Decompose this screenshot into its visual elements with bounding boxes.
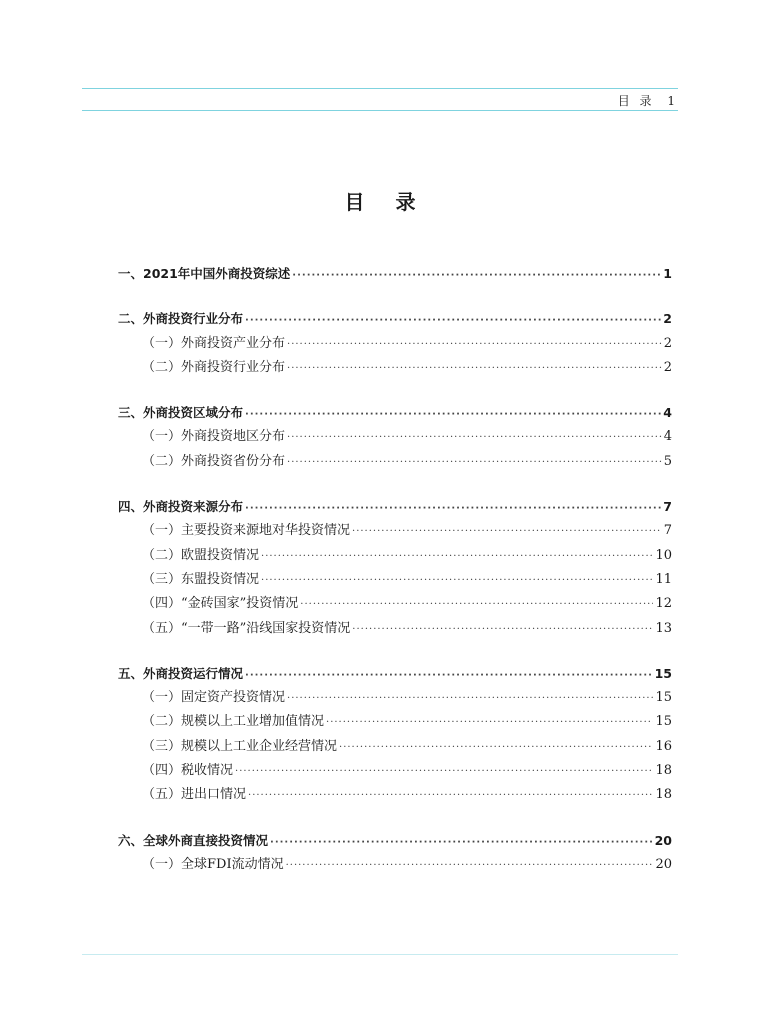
dot-leader [245, 495, 661, 521]
header-rule-bottom [82, 110, 678, 111]
dot-leader [245, 307, 661, 333]
toc-subsection-entry[interactable] [118, 450, 672, 474]
dot-leader [287, 332, 662, 357]
dot-leader [287, 425, 662, 450]
toc-subsection-entry[interactable] [118, 759, 672, 783]
dot-leader [261, 544, 653, 569]
toc-subsection-entry[interactable] [118, 783, 672, 807]
toc-entry-page-number: 13 [655, 620, 672, 636]
running-head-title: 目 录 [617, 94, 655, 108]
toc-entry-page-number: 2 [663, 359, 672, 375]
toc-entry-page-number: 15 [654, 665, 672, 681]
dot-leader [245, 401, 661, 427]
toc-section [118, 662, 672, 808]
running-head-page-number: 1 [667, 94, 678, 108]
toc-subsection-entry[interactable] [118, 519, 672, 543]
toc-subsection-entry[interactable] [118, 568, 672, 592]
toc-entry-label: （二）规模以上工业增加值情况 [142, 714, 325, 730]
toc-entry-page-number: 12 [655, 596, 672, 612]
dot-leader [339, 735, 653, 760]
toc-entry-page-number: 5 [663, 453, 672, 469]
toc-entry-label: （二）欧盟投资情况 [142, 547, 260, 563]
dot-leader [286, 853, 654, 878]
toc-chapter-entry[interactable] [118, 495, 672, 519]
toc-entry-label: （一）主要投资来源地对华投资情况 [142, 523, 351, 539]
toc-section [118, 495, 672, 641]
toc-subsection-entry[interactable] [118, 592, 672, 616]
toc-entry-page-number: 7 [663, 523, 672, 539]
toc-subsection-entry[interactable] [118, 544, 672, 568]
dot-leader [326, 710, 653, 735]
toc-entry-page-number: 20 [655, 856, 672, 872]
dot-leader [292, 262, 661, 288]
toc-entry-page-number: 15 [655, 690, 672, 706]
dot-leader [261, 568, 653, 593]
toc-chapter-entry[interactable] [118, 401, 672, 425]
dot-leader [248, 783, 653, 808]
header-rule-top [82, 88, 678, 89]
toc-subsection-entry[interactable] [118, 710, 672, 734]
toc-entry-label: （五）“一带一路”沿线国家投资情况 [142, 620, 351, 636]
toc-entry-label: （二）外商投资行业分布 [142, 359, 286, 375]
dot-leader [245, 662, 653, 688]
dot-leader [352, 617, 653, 642]
toc-entry-page-number: 4 [663, 405, 672, 421]
toc-chapter-entry[interactable] [118, 262, 672, 286]
toc-entry-page-number: 15 [655, 714, 672, 730]
dot-leader [287, 450, 662, 475]
dot-leader [270, 829, 653, 855]
toc-chapter-entry[interactable] [118, 829, 672, 853]
toc-entry-page-number: 2 [663, 311, 672, 327]
toc-entry-label: （二）外商投资省份分布 [142, 453, 286, 469]
toc-entry-page-number: 18 [655, 787, 672, 803]
toc-entry-label: （一）外商投资产业分布 [142, 335, 286, 351]
toc-chapter-entry[interactable] [118, 662, 672, 686]
toc-entry-label: 一、2021年中国外商投资综述 [118, 266, 291, 281]
toc-entry-label: （四）税收情况 [142, 763, 234, 779]
toc-entry-page-number: 16 [655, 738, 672, 754]
dot-leader [300, 592, 653, 617]
toc-entry-label: 四、外商投资来源分布 [118, 499, 244, 515]
toc-section [118, 262, 672, 286]
toc-entry-label: 五、外商投资运行情况 [118, 665, 244, 681]
dot-leader [287, 686, 653, 711]
toc-section [118, 307, 672, 380]
dot-leader [235, 759, 653, 784]
toc-entry-page-number: 7 [663, 499, 672, 515]
toc-subsection-entry[interactable] [118, 735, 672, 759]
running-head [618, 92, 678, 109]
toc-chapter-entry[interactable] [118, 307, 672, 331]
toc-entry-label: （五）进出口情况 [142, 787, 247, 803]
toc-subsection-entry[interactable] [118, 356, 672, 380]
toc-subsection-entry[interactable] [118, 617, 672, 641]
toc-entry-label: 二、外商投资行业分布 [118, 311, 244, 327]
footer-rule [82, 954, 678, 955]
toc-entry-label: （一）外商投资地区分布 [142, 429, 286, 445]
toc-section [118, 829, 672, 878]
toc-subsection-entry[interactable] [118, 332, 672, 356]
toc-section [118, 401, 672, 474]
toc-entry-label: （三）规模以上工业企业经营情况 [142, 738, 338, 754]
toc-subsection-entry[interactable] [118, 425, 672, 449]
table-of-contents [118, 262, 672, 898]
toc-entry-label: （四）“金砖国家”投资情况 [142, 596, 299, 612]
toc-entry-label: （一）固定资产投资情况 [142, 690, 286, 706]
toc-entry-label: 六、全球外商直接投资情况 [118, 832, 269, 848]
toc-entry-page-number: 11 [655, 571, 672, 587]
toc-entry-label: 三、外商投资区域分布 [118, 405, 244, 421]
dot-leader [352, 519, 662, 544]
page-title: 目 录 [344, 190, 428, 214]
toc-entry-page-number: 20 [654, 832, 672, 848]
toc-subsection-entry[interactable] [118, 686, 672, 710]
dot-leader [287, 356, 662, 381]
toc-entry-page-number: 2 [663, 335, 672, 351]
toc-subsection-entry[interactable] [118, 853, 672, 877]
toc-entry-label: （一）全球FDI流动情况 [142, 856, 284, 872]
toc-entry-page-number: 1 [663, 266, 672, 281]
toc-entry-page-number: 10 [655, 547, 672, 563]
toc-entry-label: （三）东盟投资情况 [142, 571, 260, 587]
toc-entry-page-number: 4 [663, 429, 672, 445]
toc-entry-page-number: 18 [655, 763, 672, 779]
